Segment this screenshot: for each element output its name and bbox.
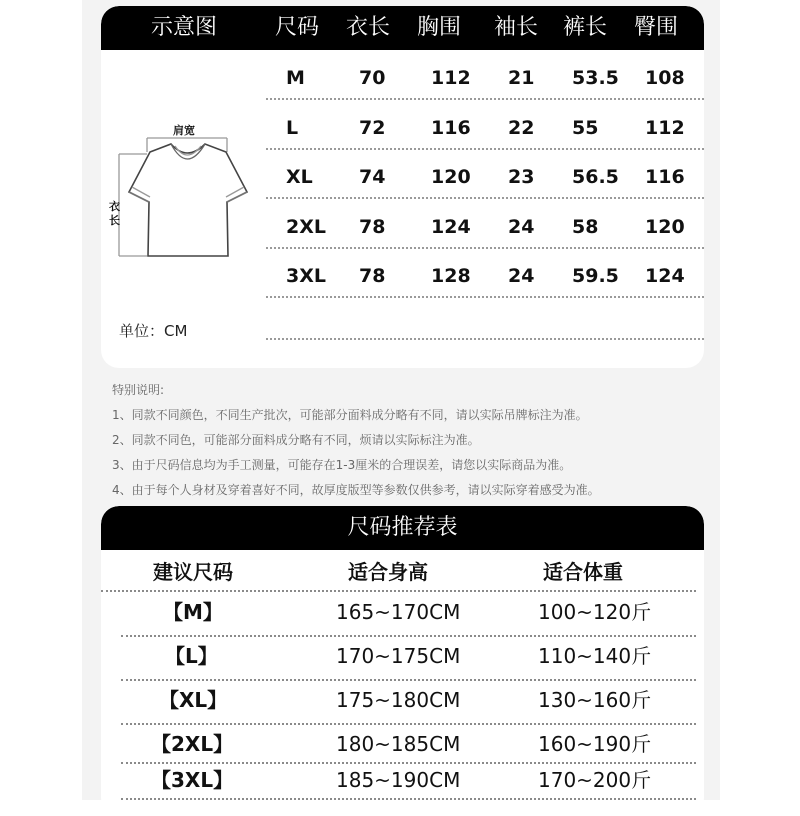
cell-pants: 53.5 — [572, 67, 619, 89]
size-recommend-card — [101, 506, 704, 816]
cell-sleeve: 21 — [508, 67, 535, 89]
rec-weight: 110~140斤 — [538, 644, 652, 668]
row-divider — [266, 148, 704, 150]
cell-size: M — [286, 67, 305, 89]
cell-chest: 116 — [431, 117, 471, 139]
rec-height: 175~180CM — [336, 688, 461, 712]
cell-pants: 55 — [572, 117, 599, 139]
cell-hip: 112 — [645, 117, 685, 139]
cell-sleeve: 24 — [508, 265, 535, 287]
note-item: 3、由于尺码信息均为手工测量，可能存在1-3厘米的合理误差，请您以实际商品为准。 — [112, 458, 572, 472]
cell-length: 78 — [359, 265, 386, 287]
row-divider — [266, 98, 704, 100]
note-item: 2、同款不同色，可能部分面料成分略有不同，烦请以实际标注为准。 — [112, 433, 480, 447]
cell-pants: 59.5 — [572, 265, 619, 287]
cell-hip: 120 — [645, 216, 685, 238]
cell-length: 72 — [359, 117, 386, 139]
header-size: 尺码 — [275, 15, 320, 40]
cell-size: 3XL — [286, 265, 326, 287]
header-suggested-size: 建议尺码 — [153, 560, 233, 584]
rec-height: 185~190CM — [336, 768, 461, 792]
cell-hip: 116 — [645, 166, 685, 188]
recommend-row-m — [101, 600, 704, 644]
cell-pants: 56.5 — [572, 166, 619, 188]
rec-size: 【M】 — [163, 600, 223, 624]
header-divider — [101, 590, 696, 592]
recommend-row-xl — [101, 688, 704, 732]
recommend-row-l — [101, 644, 704, 688]
rec-weight: 160~190斤 — [538, 732, 652, 756]
row-divider — [121, 679, 696, 681]
cell-size: XL — [286, 166, 313, 188]
rec-size: 【L】 — [165, 644, 218, 668]
cell-hip: 124 — [645, 265, 685, 287]
row-divider — [266, 197, 704, 199]
unit-label: 单位：CM — [119, 322, 188, 340]
rec-size: 【XL】 — [159, 688, 228, 712]
cell-sleeve: 24 — [508, 216, 535, 238]
row-divider — [121, 762, 696, 764]
cell-pants: 58 — [572, 216, 599, 238]
note-item: 1、同款不同颜色，不同生产批次，可能部分面料成分略有不同，请以实际吊牌标注为准。 — [112, 408, 588, 422]
row-divider — [121, 723, 696, 725]
rec-height: 170~175CM — [336, 644, 461, 668]
cell-length: 70 — [359, 67, 386, 89]
rec-weight: 130~160斤 — [538, 688, 652, 712]
rec-height: 180~185CM — [336, 732, 461, 756]
row-divider — [121, 635, 696, 637]
cell-hip: 108 — [645, 67, 685, 89]
cell-size: 2XL — [286, 216, 326, 238]
cell-length: 78 — [359, 216, 386, 238]
rec-size: 【2XL】 — [151, 732, 234, 756]
header-hip: 臀围 — [634, 15, 679, 40]
length-label-1: 衣 — [109, 200, 120, 213]
row-divider — [266, 296, 704, 298]
cell-length: 74 — [359, 166, 386, 188]
row-divider — [266, 247, 704, 249]
rec-weight: 170~200斤 — [538, 768, 652, 792]
size-row-2xl — [266, 215, 704, 265]
cell-chest: 112 — [431, 67, 471, 89]
special-notes — [112, 378, 600, 503]
header-pants: 裤长 — [563, 15, 608, 40]
size-row-l — [266, 116, 704, 166]
cell-chest: 128 — [431, 265, 471, 287]
rec-weight: 100~120斤 — [538, 600, 652, 624]
header-chest: 胸围 — [417, 15, 462, 40]
size-chart-header — [101, 6, 704, 50]
size-row-xl — [266, 165, 704, 215]
tshirt-diagram — [109, 116, 265, 270]
recommend-title: 尺码推荐表 — [347, 515, 458, 540]
header-diagram: 示意图 — [151, 15, 218, 40]
cell-size: L — [286, 117, 299, 139]
unit-row-divider — [266, 338, 704, 340]
cell-sleeve: 23 — [508, 166, 535, 188]
size-row-3xl — [266, 264, 704, 314]
header-height: 适合身高 — [348, 560, 428, 584]
cell-chest: 124 — [431, 216, 471, 238]
rec-height: 165~170CM — [336, 600, 461, 624]
header-weight: 适合体重 — [543, 560, 623, 584]
recommend-row-3xl — [101, 768, 704, 812]
header-length: 衣长 — [346, 15, 391, 40]
length-label-2: 长 — [109, 214, 120, 227]
shoulder-width-label: 肩宽 — [173, 124, 195, 137]
cell-sleeve: 22 — [508, 117, 535, 139]
cell-chest: 120 — [431, 166, 471, 188]
size-row-m — [266, 66, 704, 116]
size-chart-card — [101, 6, 704, 368]
note-item: 4、由于每个人身材及穿着喜好不同，故厚度版型等参数仅供参考，请以实际穿着感受为准。 — [112, 483, 600, 497]
recommend-header — [101, 506, 704, 550]
header-sleeve: 袖长 — [494, 15, 539, 40]
rec-size: 【3XL】 — [151, 768, 234, 792]
tshirt-icon — [115, 116, 265, 266]
notes-title: 特别说明: — [112, 383, 165, 397]
